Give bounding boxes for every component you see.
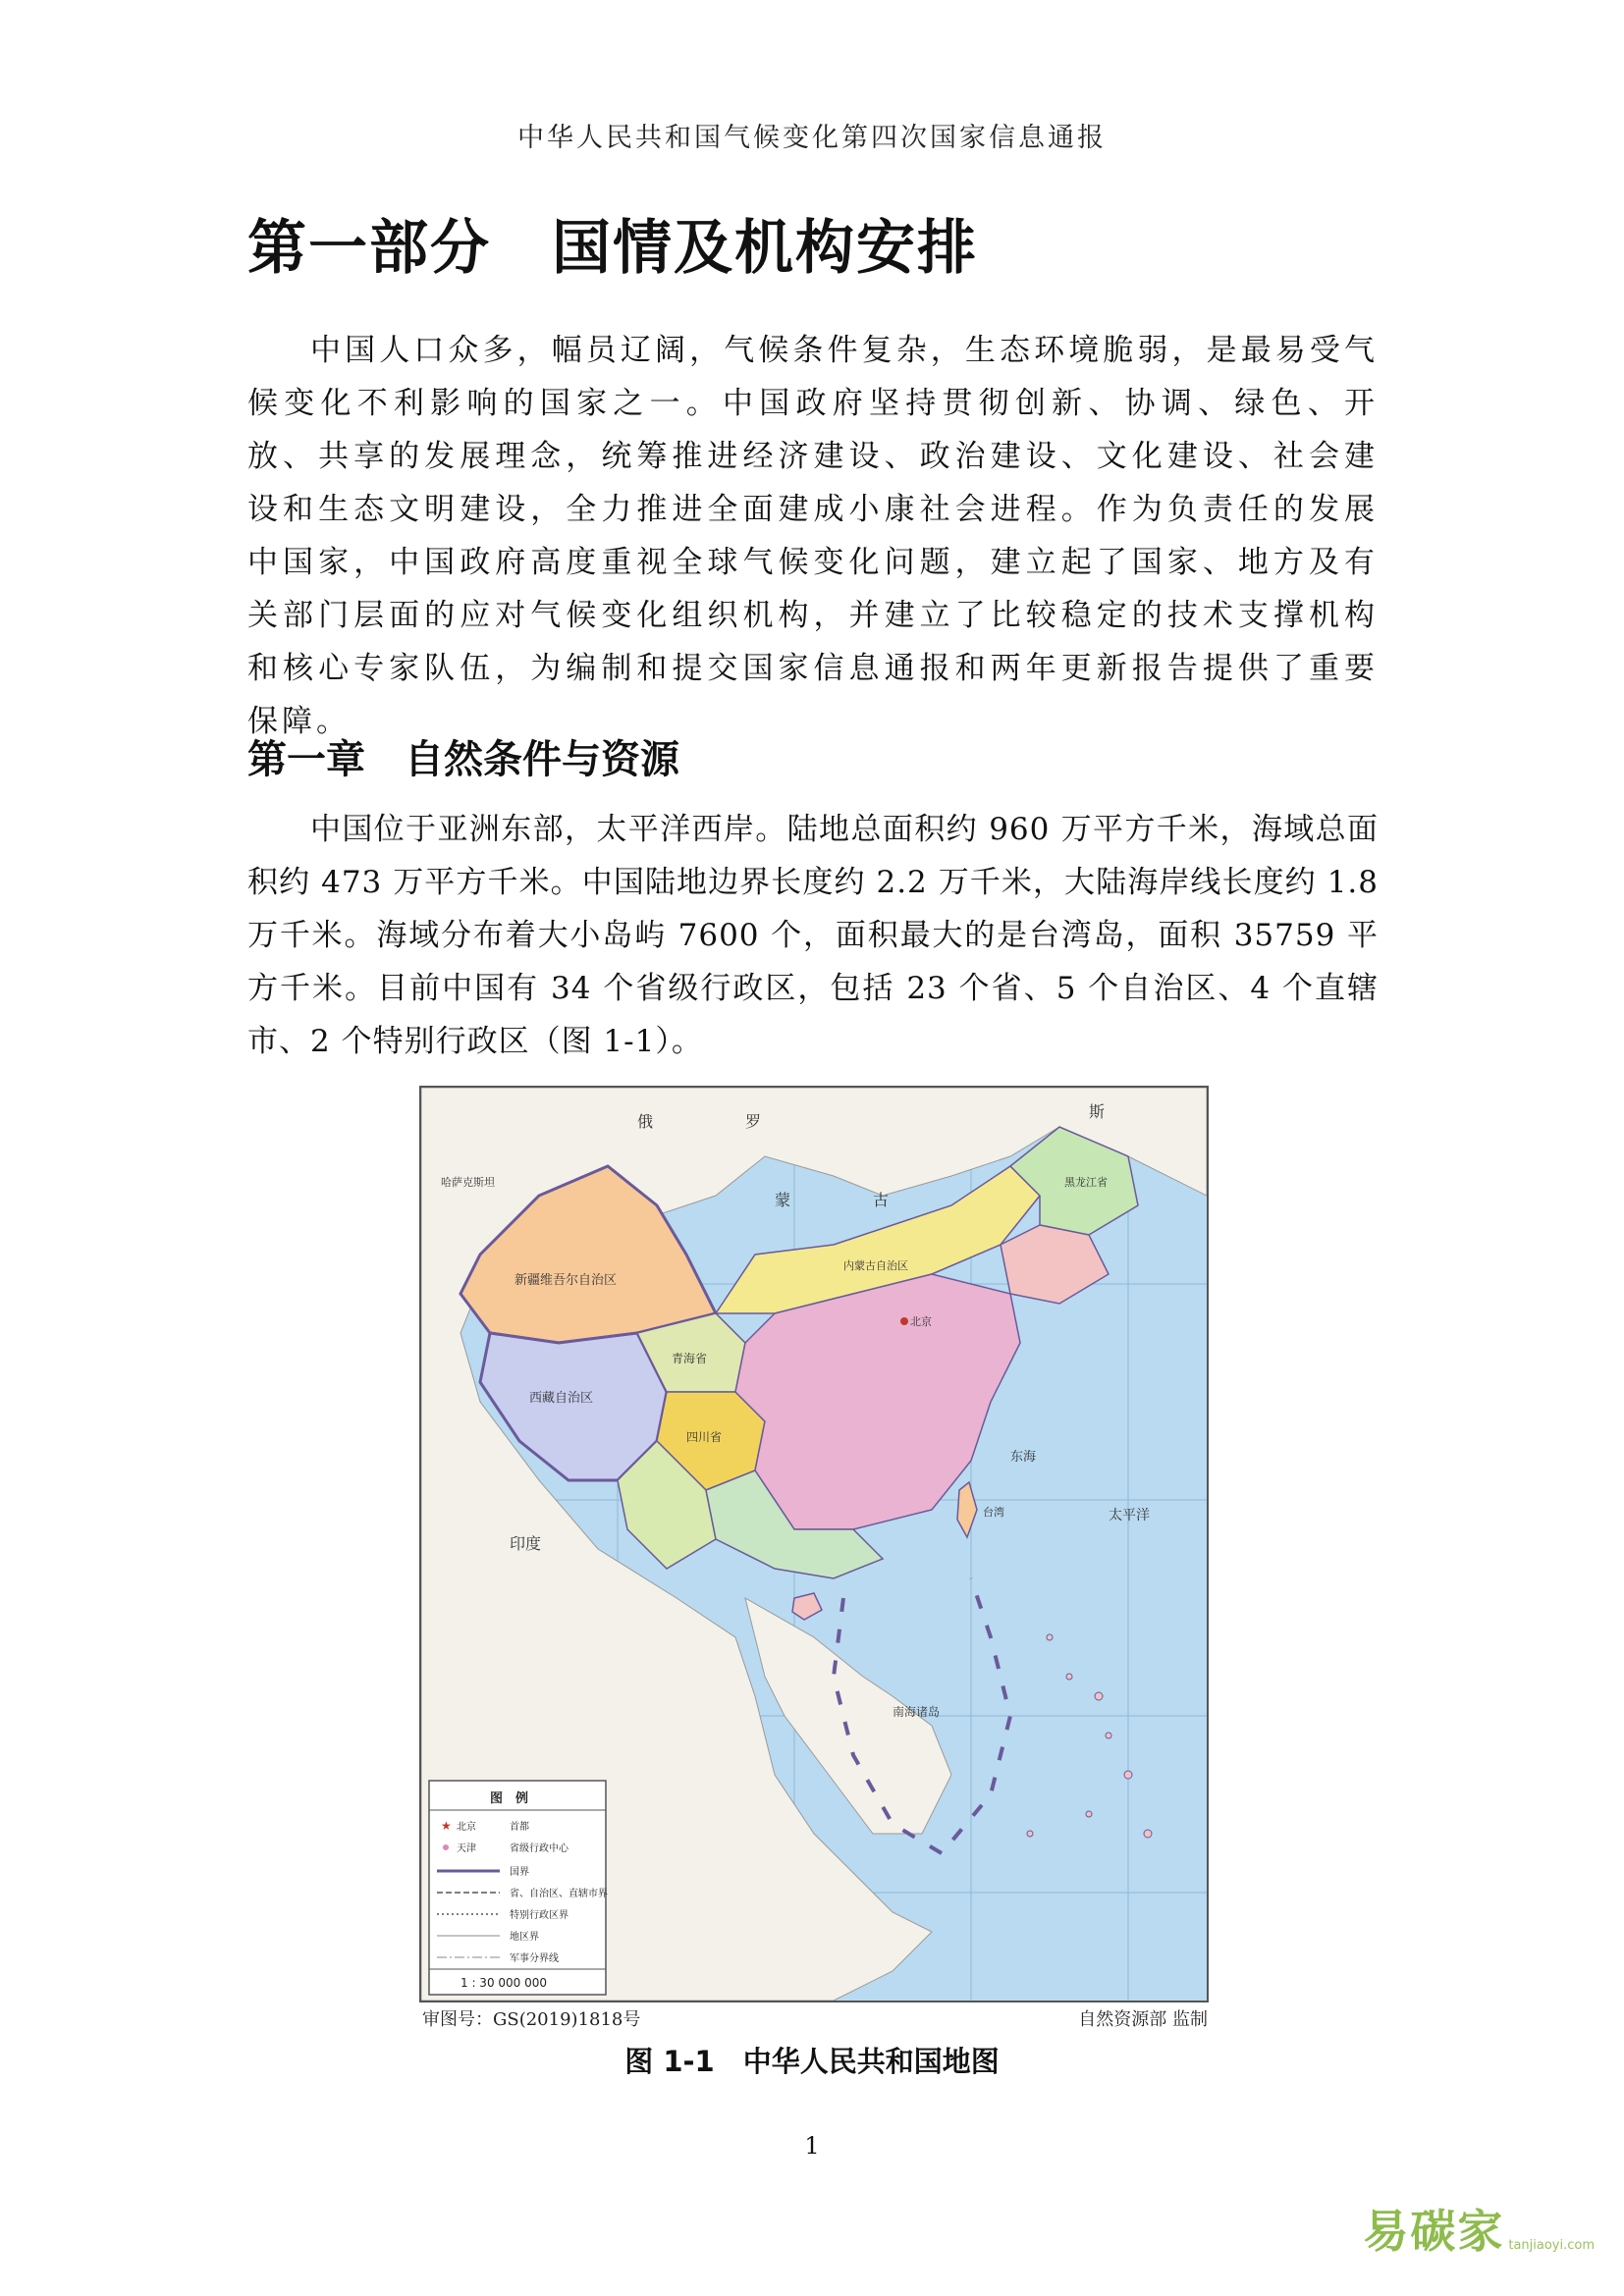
label-russia-a: 俄 (637, 1112, 654, 1131)
label-sichuan: 四川省 (686, 1430, 723, 1444)
label-beijing: 北京 (910, 1315, 932, 1328)
legend-label-0: 北京 (457, 1822, 476, 1833)
label-xinjiang: 新疆维吾尔自治区 (514, 1273, 618, 1288)
label-inner-mongolia: 内蒙古自治区 (843, 1259, 908, 1272)
legend-desc-3: 省、自治区、直辖市界 (510, 1889, 608, 1899)
legend-desc-6: 军事分界线 (510, 1953, 559, 1964)
watermark-logo: 易碳家 (1363, 2205, 1505, 2258)
intro-paragraph: 中国人口众多，幅员辽阔，气候条件复杂，生态环境脆弱，是最易受气候变化不利影响的国家之一。中国政府坚持贯彻创新、协调、绿色、开放、共享的发展理念，统筹推进经济建设、政治建设、文化建设、社会建设和生态文明建设，全力推进全面建成小康社会进程。作为负责任的发展中国家，中国政府高度重视全球气候变化问题，建立起了国家、地方及有关部门层面的应对气候变化组织机构，并建立了比较稳定的技术支撑机构和核心专家队伍，为编制和提交国家信息通报和两年更新报告提供了重要保障。 (247, 333, 1379, 739)
label-russia-b: 罗 (745, 1112, 762, 1131)
beijing-marker (900, 1317, 908, 1325)
label-india: 印度 (510, 1534, 542, 1553)
chapter-title: 第一章 自然条件与资源 (247, 737, 679, 782)
legend-scale: 1 : 30 000 000 (460, 1976, 548, 1990)
watermark (1363, 2196, 1595, 2261)
dot-icon (443, 1844, 449, 1850)
china-map-figure (419, 1086, 1209, 2002)
northeast-region (1001, 1225, 1109, 1304)
central-region (735, 1274, 1020, 1529)
watermark-url: tanjiaoyi.com (1508, 2238, 1595, 2253)
label-qinghai: 青海省 (672, 1352, 708, 1365)
label-heilongjiang: 黑龙江省 (1064, 1176, 1108, 1189)
part-title: 第一部分 国情及机构安排 (247, 214, 978, 283)
label-tibet: 西藏自治区 (529, 1391, 594, 1406)
page-number: 1 (804, 2132, 820, 2160)
map-review-number: 审图号：GS(2019)1818号 (422, 2009, 641, 2030)
star-icon: ★ (441, 1819, 452, 1833)
figure-caption: 图 1-1 中华人民共和国地图 (624, 2045, 1000, 2078)
taiwan-island (957, 1482, 977, 1537)
legend-title: 图 例 (490, 1791, 529, 1806)
running-header: 中华人民共和国气候变化第四次国家信息通报 (517, 123, 1107, 153)
legend-desc-4: 特别行政区界 (510, 1910, 568, 1921)
label-taiwan: 台湾 (983, 1506, 1004, 1519)
map-supervisor: 自然资源部 监制 (1078, 2009, 1208, 2030)
legend-desc-5: 地区界 (510, 1932, 539, 1943)
chapter-paragraph: 中国位于亚洲东部，太平洋西岸。陆地总面积约 960 万平方千米，海域总面积约 473 万平方千米。中国陆地边界长度约 2.2 万千米，大陆海岸线长度约 1.8 万千米。海域分布着大小岛屿 7600 个，面积最大的是台湾岛，面积 35759 平方千米。目前中国有 34 个省级行政区，包括 23 个省、5 个自治区、4 个直辖市、2 个特别行政区（图 1-1）。 (247, 812, 1379, 1059)
legend-desc-0: 首都 (510, 1822, 529, 1833)
legend-label-1: 天津 (457, 1843, 476, 1854)
label-south-sea: 南海诸岛 (893, 1705, 941, 1719)
china-map-image (421, 1088, 1207, 2001)
label-russia-c: 斯 (1089, 1102, 1106, 1121)
label-kazakhstan: 哈萨克斯坦 (441, 1176, 495, 1189)
legend-desc-1: 省级行政中心 (510, 1843, 568, 1854)
legend-desc-2: 国界 (510, 1867, 529, 1878)
label-east-sea: 东海 (1010, 1450, 1037, 1465)
hainan-island (792, 1593, 822, 1620)
label-pacific: 太平洋 (1109, 1508, 1150, 1523)
label-mongolia-b: 古 (873, 1191, 890, 1209)
island-dots (1027, 1634, 1152, 1838)
map-legend (429, 1781, 608, 1995)
label-mongolia-a: 蒙 (775, 1191, 791, 1209)
